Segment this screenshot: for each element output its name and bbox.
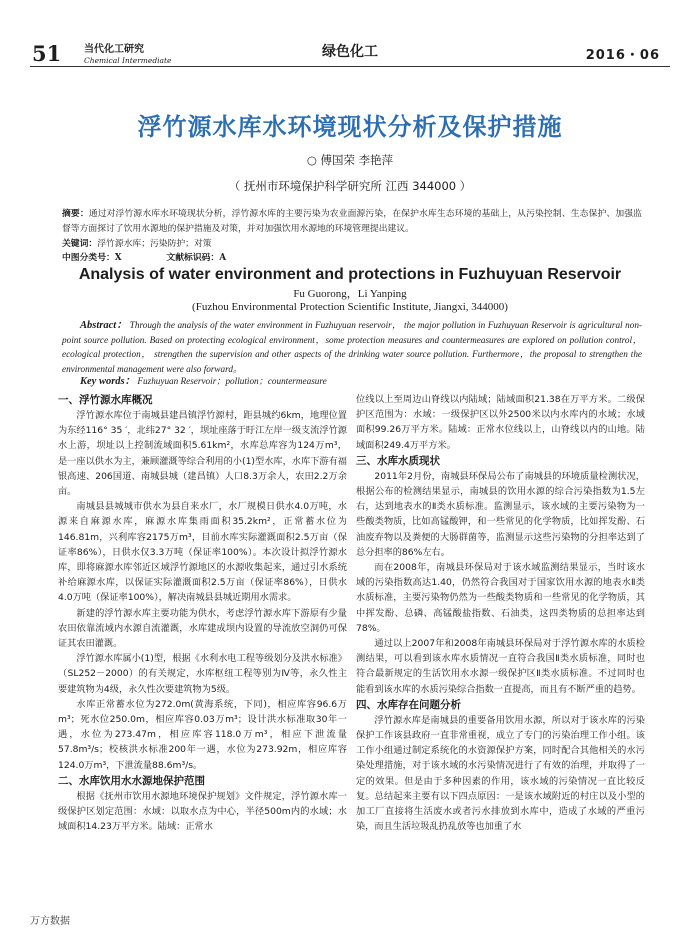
- clc-value: X: [114, 253, 122, 263]
- article-title: 浮竹源水库水环境现状分析及保护措施: [137, 113, 563, 141]
- keywords-zh-text: 浮竹源水库；污染防护；对策: [97, 239, 212, 249]
- paragraph: 新建的浮竹源水库主要功能为供水，考虑浮竹源水库下游原有少量农田依靠流域内水源自流灌溉，水库建成坝内设置的导流放空洞仍可保证其农田灌溉。: [58, 607, 347, 650]
- abstract-zh: [62, 207, 642, 236]
- column-name: 绿色化工: [322, 44, 378, 60]
- left-column: [58, 392, 347, 834]
- authors: ○ 傅国荣 李艳萍: [306, 153, 394, 167]
- abstract-en-text: Through the analysis of the water environment in Fuzhuyuan reservoir， the major pollution in Fuzhuyuan Reservoir is agricultural non-point source pollution. Based on protecting ecological environment，some protection measures and countermeasures are explored on pollution control，ecological protection， strengthen the supervision and other aspects of the drinking water source pollution. Furthermore，the proposal to strengthen the environmental management were also forward。: [62, 320, 643, 374]
- section-heading-1: 一、浮竹源水库概况: [58, 394, 153, 406]
- paragraph: 浮竹源水库是南城县的重要备用饮用水源，所以对于该水库的污染保护工作该县政府一直非常重视，成立了专门的污染治理工作小组。该工作小组通过制定系统化的水资源保护方案，同时配合其他相关的水污染处理措施，对于该水域的水污染情况进行了有效的治理，并取得了一定的效果。但是由于多种因素的作用，该水域的污染情况一直比较反复。总结起来主要有以下四点原因：一是该水域附近的村庄以及小型的加工厂直接将生活废水或者污水排放到水库中，造成了水域的严重污染，而且生活垃圾乱扔乱放等也加重了水: [356, 714, 645, 833]
- doc-code-label: 文献标识码：: [166, 253, 220, 263]
- journal-name-en: Chemical Intermediate: [84, 56, 172, 65]
- issue-number: 2016・06: [585, 48, 660, 63]
- paragraph: 浮竹源水库属小(1)型，根据《水利水电工程等级划分及洪水标准》（SL252－2000）的有关规定，水库枢纽工程等别为Ⅳ等，永久性主要建筑物为4级，永久性次要建筑物为5级。: [58, 653, 347, 695]
- journal-name: 当代化工研究: [84, 44, 144, 55]
- paragraph: 2011年2月份，南城县环保局公布了南城县的环境质量检测状况，根据公布的检测结果显示，南城县的饮用水源的综合污染指数为1.5左右，达到地表水的Ⅱ类水质标准。监测显示，该水域的主要污染物为一些酸类物质，比如高锰酸钾，和一些常见的化学物质，比如挥发酚、石油废弃物以及粪便的大肠群菌等，监测显示这些污染物的分担率达到了总分担率的86%左右。: [356, 470, 645, 558]
- article-title-en: Analysis of water environment and protections in Fuzhuyuan Reservoir: [78, 266, 622, 283]
- abstract-zh-label: 摘要：: [62, 209, 89, 219]
- paragraph: 浮竹源水库位于南城县建昌镇浮竹源村，距县城约6km，地理位置为东经116° 35 ′，北纬27° 32 ′，坝址座落于盱江左岸一级支流浮竹源水上游，坝址以上控制流域面积5.61km²，水库总库容为124万m³，是一座以供水为主，兼顾灌溉等综合利用的小(1)型水库，水库下游有福银高速、206国道、南城县城（建昌镇）人口8.3万余人，农田2.2万余亩。: [58, 410, 347, 498]
- affiliation: （ 抚州市环境保护科学研究所 江西 344000 ）: [228, 179, 472, 193]
- abstract-en: [62, 318, 642, 376]
- paragraph: 位线以上至周边山脊线以内陆域；陆域面积21.38在万平方米。二级保护区范围为：水域：一级保护区以外2500米以内水库内的水域；水域面积99.26万平方米。陆域：正常水位线以上，山脊线以内的山地。陆域面积249.4万平方米。: [356, 394, 645, 451]
- authors-en: Fu Guorong，Li Yanping: [293, 288, 407, 300]
- paragraph: 南城县县城城市供水为县自来水厂，水厂规模日供水4.0万吨，水源来自麻源水库，麻源水库集雨面积35.2km²，正常蓄水位为146.81m，兴利库容2175万m³，目前水库实际灌溉面积2.5万亩（保证率86%），日供水仅3.3万吨（保证率100%）。本次设计拟浮竹源水库，即将麻源水库邻近区域浮竹源地区的水源收集起来，通过引水系统补给麻源水库，以保证实际灌溉面积2.5万亩（保证率86%），日供水4.0万吨（保证率100%），解决南城县县城近期用水需求。: [58, 501, 347, 604]
- abstract-zh-text: 通过对浮竹源水库水环境现状分析，浮竹源水库的主要污染为农业面源污染，在保护水库生态环境的基础上，从污染控制、生态保护、加强监督等方面探讨了饮用水源地的保护措施及对策，并对加强饮用水源地的环境管理提出建议。: [62, 209, 642, 234]
- affiliation-en: (Fuzhou Environmental Protection Scientific Institute, Jiangxi, 344000): [192, 301, 508, 313]
- clc-label: 中图分类号：: [62, 253, 115, 263]
- keywords-en: [80, 373, 640, 388]
- paragraph: 根据《抚州市饮用水源地环境保护规划》文件规定，浮竹源水库一级保护区划定范围：水域：以取水点为中心，半径500m内的水域；水域面积14.23万平方米。陆域：正常水: [58, 790, 347, 833]
- section-heading-3: 三、水库水质现状: [356, 454, 440, 467]
- keywords-zh-label: 关键词：: [62, 239, 98, 249]
- paragraph: 水库正常蓄水位为272.0m(黄海系统，下同)，相应库容96.6万m³；死水位250.0m，相应库容0.03万m³；设计洪水标准取30年一遇，水位为273.47m，相应库容118.0万m³，相应下泄流量57.8m³/s；校核洪水标准200年一遇，水位为273.92m，相应库容124.0万m³，下泄流量88.6m³/s。: [58, 698, 347, 771]
- keywords-en-label: Key words：: [80, 376, 136, 387]
- section-heading-2: 二、水库饮用水水源地保护范围: [58, 774, 205, 787]
- doc-code-value: A: [219, 253, 227, 263]
- abstract-en-label: Abstract：: [80, 320, 128, 331]
- keywords-en-text: Fuzhuyuan Reservoir；pollution；countermeasure: [137, 376, 327, 386]
- classification-line: [62, 250, 642, 263]
- footer-watermark: 万方数据: [30, 916, 70, 927]
- paragraph: 通过以上2007年和2008年南城县环保局对于浮竹源水库的水质检测结果，可以看到该水库水质情况一直符合我国Ⅱ类水质标准，同时也符合最新规定的生活饮用水水源一级保护区Ⅱ类水质标准。不过同时也能看到该水库的水质污染综合指数一直提高，而且有不断严重的趋势。: [356, 638, 645, 695]
- paragraph: 而在2008年，南城县环保局对于该水域监测结果显示，当时该水域的污染指数高达1.40，仍然符合我国对于国家饮用水源的地表水Ⅱ类水质标准，主要污染物仍然为一些酸类物质和一些常见的化学物质，其中挥发酚、总磷、高锰酸盐指数、石油类，这四类物质的总担率达到78%。: [356, 562, 645, 634]
- keywords-zh: [62, 236, 642, 249]
- header-divider: [30, 66, 670, 67]
- page-number: 51: [32, 41, 62, 66]
- section-heading-4: 四、水库存在问题分析: [356, 698, 461, 711]
- right-column: [356, 392, 645, 834]
